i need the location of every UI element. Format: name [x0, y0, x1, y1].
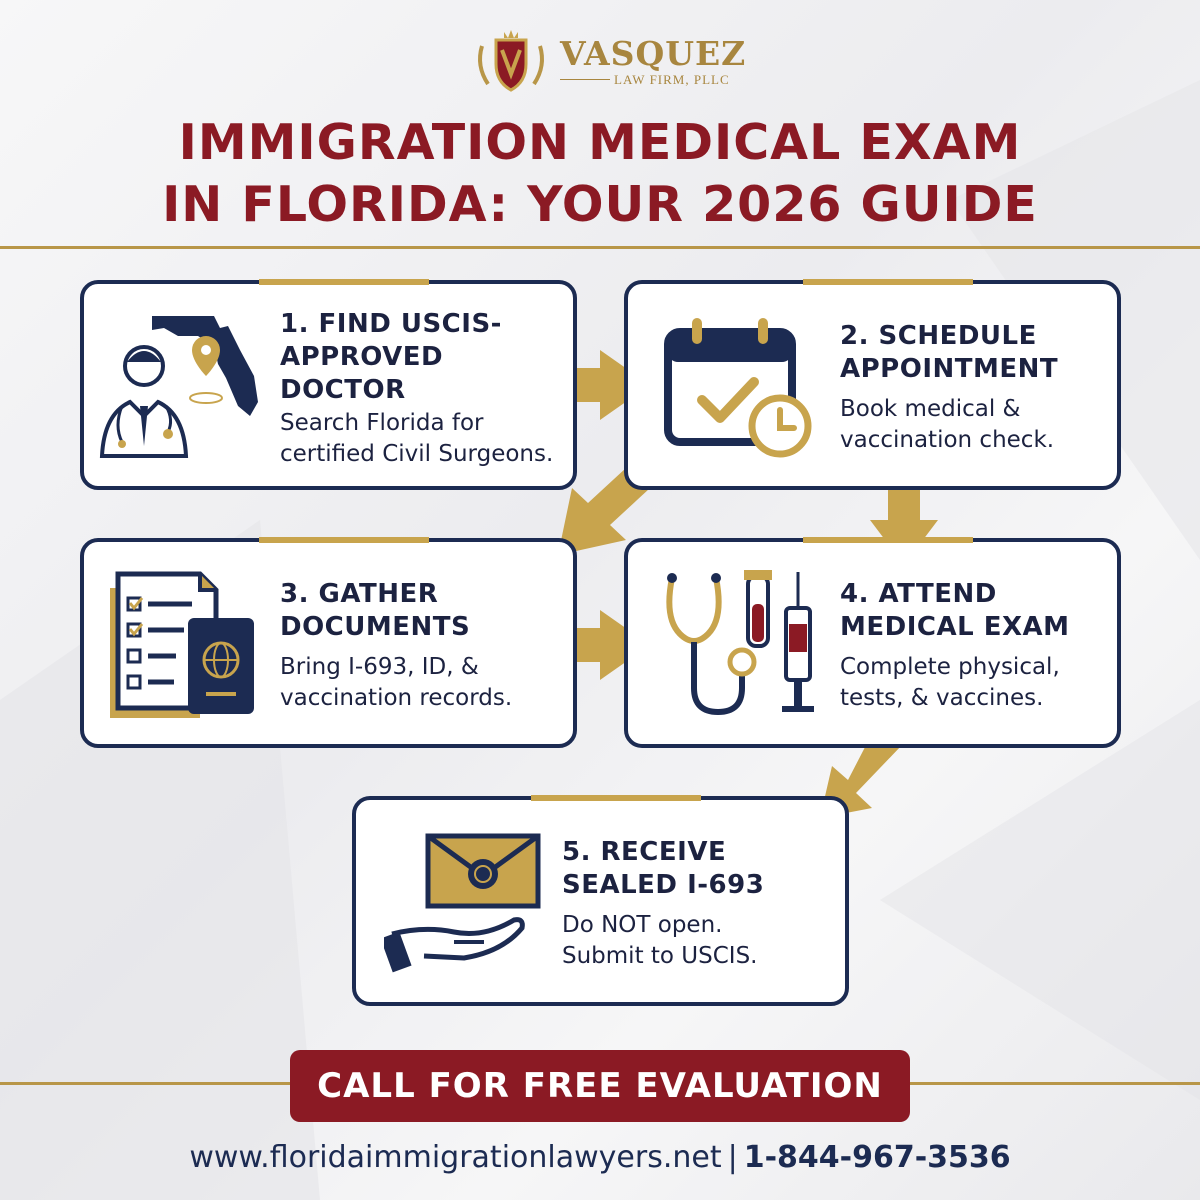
step-1-desc-line: Search Florida for — [280, 410, 484, 436]
step-card-1 — [80, 280, 577, 490]
step-card-5 — [352, 796, 849, 1006]
step-4-desc-line: Complete physical, — [840, 654, 1060, 680]
free-evaluation-button[interactable]: CALL FOR FREE EVALUATION — [290, 1050, 910, 1122]
step-card-4 — [624, 538, 1121, 748]
card-accent — [259, 537, 429, 543]
stethoscope-syringe-icon — [658, 568, 828, 728]
step-4-desc-line: tests, & vaccines. — [840, 685, 1044, 711]
step-2-title-line: APPOINTMENT — [840, 354, 1059, 384]
step-card-2 — [624, 280, 1121, 490]
step-5-desc-line: Submit to USCIS. — [562, 943, 758, 969]
step-2-title — [840, 320, 1058, 386]
step-5-desc-line: Do NOT open. — [562, 912, 723, 938]
card-accent — [803, 279, 973, 285]
step-4-title — [840, 578, 1070, 644]
footer-separator: | — [727, 1140, 738, 1175]
step-1-title-line: DOCTOR — [280, 375, 406, 405]
step-2-title-line: 2. SCHEDULE — [840, 321, 1037, 351]
step-4-title-line: MEDICAL EXAM — [840, 612, 1070, 642]
card-accent — [531, 795, 701, 801]
card-accent — [259, 279, 429, 285]
page-title-line-2: IN FLORIDA: YOUR 2026 GUIDE — [162, 176, 1038, 233]
step-3-desc-line: vaccination records. — [280, 685, 513, 711]
step-5-description — [562, 910, 758, 972]
phone-number-link[interactable]: 1-844-967-3536 — [743, 1140, 1011, 1175]
card-accent — [803, 537, 973, 543]
documents-passport-icon — [104, 568, 264, 728]
step-4-description — [840, 652, 1060, 714]
firm-name: VASQUEZ — [560, 34, 747, 73]
step-5-title-line: SEALED I-693 — [562, 870, 765, 900]
step-3-title-line: 3. GATHER — [280, 579, 439, 609]
firm-subtitle: LAW FIRM, PLLC — [614, 72, 730, 87]
footer-contact — [0, 1140, 1200, 1175]
step-3-title — [280, 578, 470, 644]
calendar-clock-icon — [662, 314, 822, 464]
step-1-title-line: APPROVED — [280, 342, 444, 372]
doctor-florida-map-icon — [94, 306, 264, 466]
step-1-title-line: 1. FIND USCIS- — [280, 309, 502, 339]
sealed-envelope-hand-icon — [384, 830, 544, 980]
step-4-title-line: 4. ATTEND — [840, 579, 997, 609]
step-5-title-line: 5. RECEIVE — [562, 837, 727, 867]
step-3-title-line: DOCUMENTS — [280, 612, 471, 642]
step-1-title — [280, 308, 502, 407]
step-card-3 — [80, 538, 577, 748]
step-2-desc-line: vaccination check. — [840, 427, 1055, 453]
step-5-title — [562, 836, 764, 902]
website-link[interactable]: www.floridaimmigrationlawyers.net — [189, 1140, 722, 1175]
step-1-desc-line: certified Civil Surgeons. — [280, 441, 554, 467]
step-2-description — [840, 394, 1054, 456]
step-3-desc-line: Bring I-693, ID, & — [280, 654, 479, 680]
step-2-desc-line: Book medical & — [840, 396, 1021, 422]
step-3-description — [280, 652, 512, 714]
step-1-description — [280, 408, 553, 470]
page-title-line-1: IMMIGRATION MEDICAL EXAM — [178, 114, 1022, 171]
